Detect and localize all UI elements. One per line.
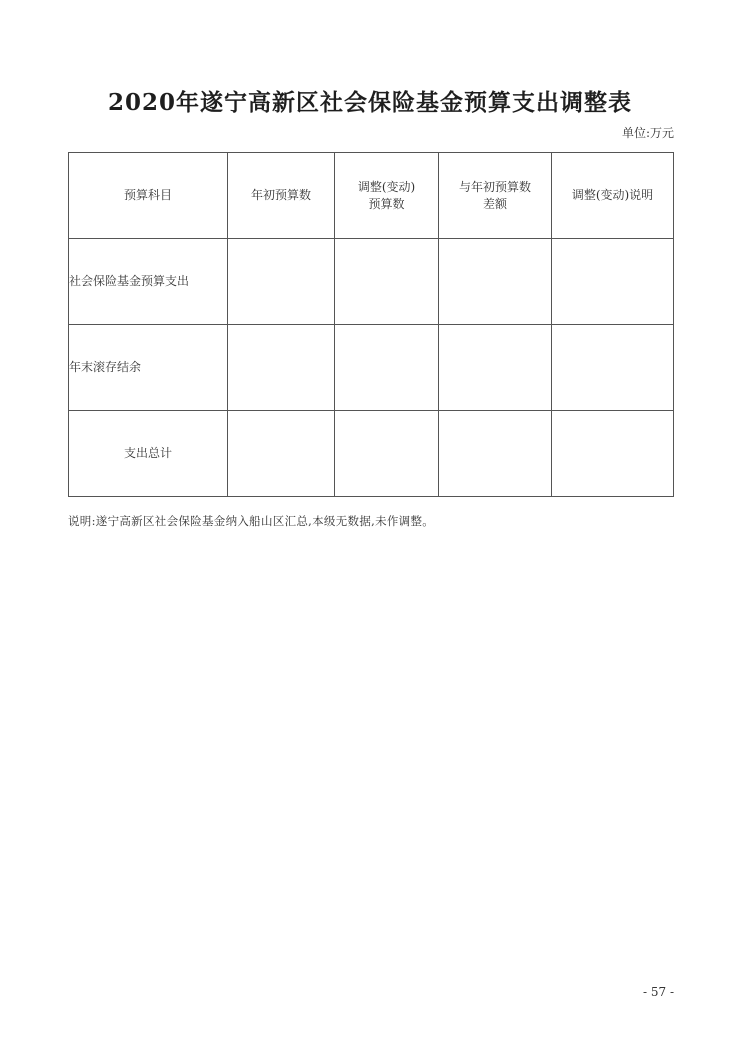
table-cell <box>335 411 439 497</box>
header-initial-budget <box>228 153 335 239</box>
header-line: 调整(变动)说明 <box>571 188 654 202</box>
table-row <box>69 411 674 497</box>
page-number: - 57 - <box>642 985 674 999</box>
header-line: 年初预算数 <box>250 188 311 202</box>
header-line: 预算数 <box>368 196 405 211</box>
budget-adjustment-table <box>68 152 674 497</box>
row-label: 年末滚存结余 <box>69 325 228 411</box>
row-label: 支出总计 <box>69 411 228 497</box>
header-difference <box>439 153 552 239</box>
header-explanation <box>552 153 674 239</box>
table-cell <box>552 325 674 411</box>
unit-label: 单位:万元 <box>621 126 674 140</box>
table-cell <box>228 411 335 497</box>
table-cell <box>439 239 552 325</box>
header-line: 与年初预算数 <box>458 179 531 194</box>
footnote: 说明:遂宁高新区社会保险基金纳入船山区汇总,本级无数据,未作调整。 <box>68 514 435 528</box>
header-adjusted-budget <box>335 153 439 239</box>
header-line: 预算科目 <box>123 188 172 202</box>
page-title: 2020年遂宁高新区社会保险基金预算支出调整表 <box>107 89 632 116</box>
table-cell <box>439 411 552 497</box>
row-label: 社会保险基金预算支出 <box>69 239 228 325</box>
header-line: 调整(变动) <box>357 179 416 194</box>
table-cell <box>228 239 335 325</box>
table-row <box>69 325 674 411</box>
table-row <box>69 239 674 325</box>
table-cell <box>228 325 335 411</box>
table-cell <box>552 411 674 497</box>
header-budget-subject <box>69 153 228 239</box>
table-cell <box>552 239 674 325</box>
table-cell <box>439 325 552 411</box>
table-cell <box>335 325 439 411</box>
table-header-row <box>69 153 674 239</box>
table-cell <box>335 239 439 325</box>
header-line: 差额 <box>482 196 507 211</box>
